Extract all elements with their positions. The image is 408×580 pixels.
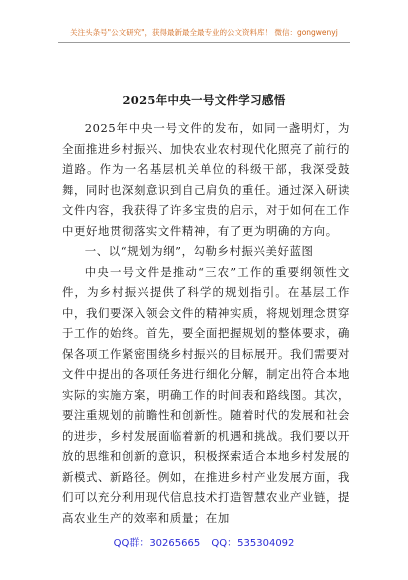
document-body (62, 118, 350, 528)
section-paragraph: 中央一号文件是推动“三农”工作的重要纲领性文件，为乡村振兴提供了科学的规划指引。在基层工作中，我们要深入领会文件的精神实质，将规划理念贯穿于工作的始终。首先，要全面把握规划的整体要求，确保各项工作紧密围绕乡村振兴的目标展开。我们需要对文件中提出的各项任务进行细化分解，制定出符合本地实际的实施方案，明确工作的时间表和路线图。其次，要注重规划的前瞻性和创新性。随着时代的发展和社会的进步，乡村发展面临着新的机遇和挑战。我们要以开放的思维和创新的意识，积极探索适合本地乡村发展的新模式、新路径。例如，在推进乡村产业发展方面，我们可以充分利用现代信息技术打造智慧农业产业链，提高农业生产的效率和质量；在加 (62, 264, 350, 525)
header-divider (58, 42, 350, 43)
qq-number: QQ：535304092 (211, 538, 295, 549)
document-title: 2025年中央一号文件学习感悟 (122, 93, 286, 107)
footer-contact (0, 534, 408, 549)
top-banner: 关注头条号"公文研究"，获得最新最全最专业的公文资料库！ 微信：gongwenyj (70, 28, 338, 37)
section-heading: 一、以“规划为纲”，勾勒乡村振兴美好蓝图 (84, 244, 314, 258)
intro-paragraph: 2025年中央一号文件的发布，如同一盏明灯，为全面推进乡村振兴、加快农业农村现代化照亮了前行的道路。作为一名基层机关单位的科级干部，我深受鼓舞，同时也深刻意识到自己肩负的重任。通过深入研读文件内容，我获得了许多宝贵的启示，对于如何在工作中更好地贯彻落实文件精神，有了更为明确的方向。 (62, 121, 350, 238)
qq-group-number: QQ群：30265665 (113, 538, 201, 549)
